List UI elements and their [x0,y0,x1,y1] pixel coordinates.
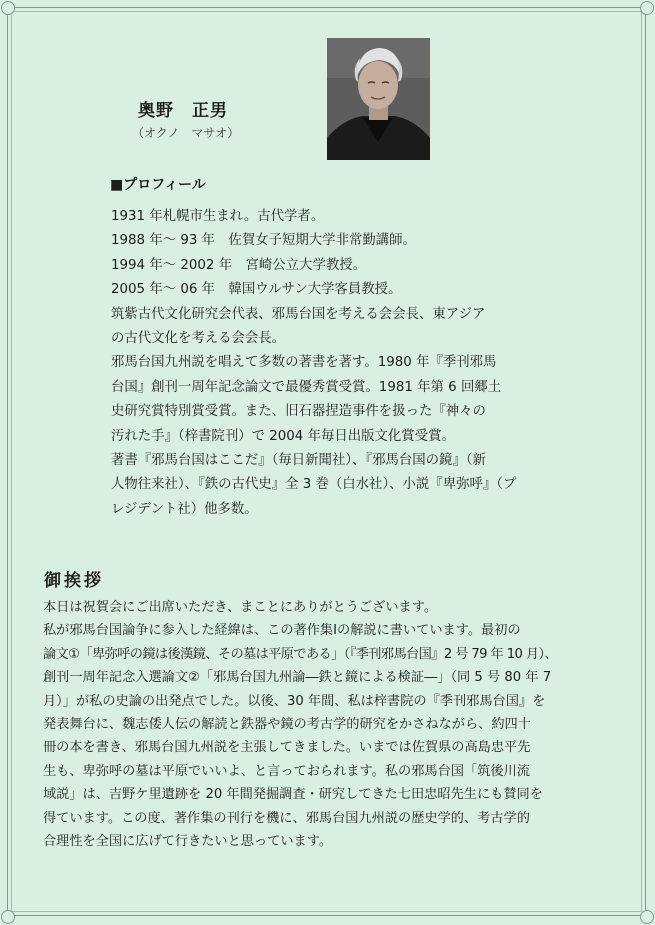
greeting-line: 冊の本を書き、邪馬台国九州説を主張してきました。いまでは佐賀県の高島忠平先 [43,740,531,756]
profile-heading: ■プロフィール [110,177,206,193]
profile-line: 人物往来社）、『鉄の古代史』全 3 巻（白水社）、小説『卑弥呼』（プ [111,477,517,493]
greeting-line: 論文①「卑弥呼の鏡は後漢鏡、その墓は平原である」（『季刊邪馬台国』2 号 79 年 10 月）、 [43,646,558,662]
profile-line: 汚れた手』（梓書院刊）で 2004 年毎日出版文化賞受賞。 [111,428,455,444]
portrait-illustration [327,38,430,160]
profile-line: 筑紫古代文化研究会代表、邪馬台国を考える会会長、東アジア [111,306,486,322]
greeting-line: 発表舞台に、魏志倭人伝の解読と鉄器や鏡の考古学的研究をかさねながら、約四十 [43,717,531,733]
profile-line: 1931 年札幌市生まれ。古代学者。 [111,209,325,224]
greeting-heading: 御挨拶 [44,571,104,591]
profile-line: 1988 年～ 93 年 佐賀女子短期大学非常勤講師。 [111,233,416,249]
greeting-line: 月）」が私の史論の出発点でした。以後、30 年間、私は梓書院の『季刊邪馬台国』を [43,693,546,709]
corner-ornament-bottom-left [1,910,15,924]
profile-line: 史研究賞特別賞受賞。また、旧石器捏造事件を扱った『神々の [111,404,486,420]
corner-ornament-bottom-right [640,910,654,924]
profile-line: 邪馬台国九州説を唱えて多数の著書を著す。1980 年『季刊邪馬 [111,355,497,371]
corner-ornament-top-left [1,1,15,15]
profile-line: レジデント社）他多数。 [111,501,258,517]
profile-line: 1994 年～ 2002 年 宮崎公立大学教授。 [111,257,367,273]
profile-text [111,205,581,522]
greeting-line: 合理性を全国に広げて行きたいと思っています。 [43,834,333,850]
greeting-line: 創刊一周年記念入選論文②「邪馬台国九州論―鉄と鏡による検証―」（同 5 号 80 年 7 [43,670,552,686]
person-name-reading: （オクノ マサオ） [132,126,240,140]
profile-line: 台国』創刊一周年記念論文で最優秀賞受賞。1981 年第 6 回郷土 [111,379,502,395]
person-name: 奥野 正男 [138,101,228,121]
greeting-line: 得ています。この度、著作集の刊行を機に、邪馬台国九州説の歴史学的、考古学的 [43,810,530,826]
greeting-line: 生も、卑弥呼の墓は平原でいいよ、と言っておられます。私の邪馬台国「筑後川流 [43,763,530,779]
greeting-line: 域説」は、吉野ケ里遺跡を 20 年間発掘調査・研究してきた七田忠昭先生にも賛同を [43,787,543,803]
corner-ornament-top-right [640,1,654,15]
profile-line: の古代文化を考える会会長。 [111,331,286,347]
greeting-line: 本日は祝賀会にご出席いただき、まことにありがとうございます。 [43,600,438,615]
portrait-photo [327,38,430,160]
profile-line: 2005 年～ 06 年 韓国ウルサン大学客員教授。 [111,282,402,298]
greeting-line: 私が邪馬台国論争に参入した経緯は、この著作集Ⅰの解説に書いています。最初の [43,623,521,639]
profile-line: 著書『邪馬台国はここだ』（毎日新聞社）、『邪馬台国の鏡』（新 [111,453,486,469]
greeting-text [43,596,623,853]
